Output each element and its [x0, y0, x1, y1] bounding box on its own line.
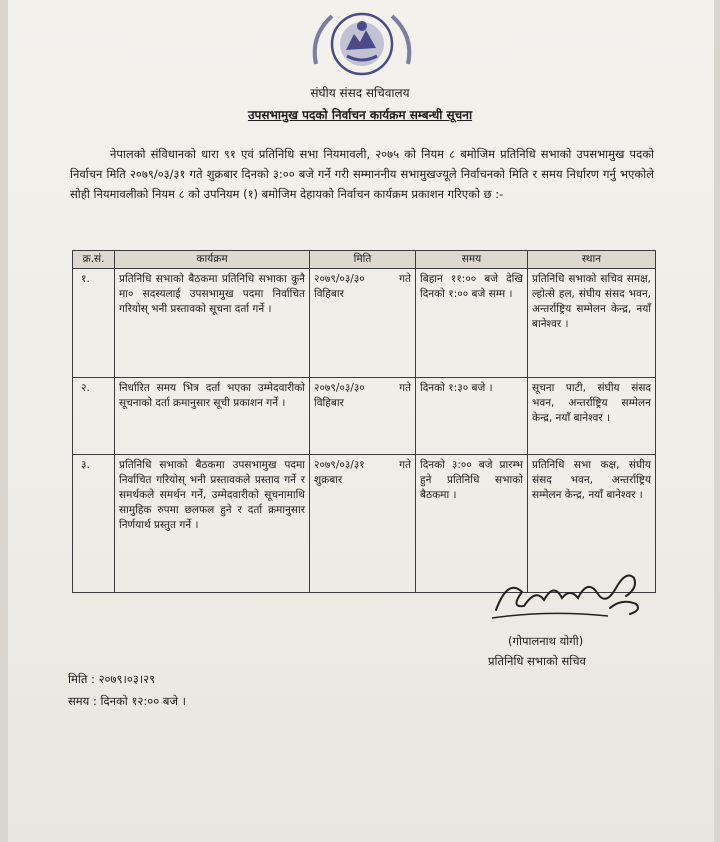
row-time: बिहान ११:०० बजे देखि दिनको १:०० बजे सम्म ।: [416, 269, 528, 378]
issue-time: समय : दिनको १२:०० बजे ।: [68, 694, 187, 708]
notice-subject: उपसभामुख पदको निर्वाचन कार्यक्रम सम्बन्धी सूचना: [247, 108, 473, 122]
signatory-name: (गोपालनाथ योगी): [508, 634, 584, 648]
row-time: दिनको ३:०० बजे प्रारम्भ हुने प्रतिनिधि सभाको बैठकमा ।: [416, 455, 528, 593]
row-sn: ३.: [73, 455, 115, 593]
col-header-time: समय: [416, 251, 528, 269]
signatory-title: प्रतिनिधि सभाको सचिव: [488, 654, 586, 668]
col-header-program: कार्यक्रम: [115, 251, 310, 269]
row-place: सूचना पाटी, संघीय संसद भवन, अन्तर्राष्ट्रिय सम्मेलन केन्द्र, नयाँ बानेश्वर ।: [528, 378, 656, 455]
row-program: निर्धारित समय भित्र दर्ता भएका उम्मेदवारीको सूचनाको दर्ता क्रमानुसार सूची प्रकाशन गर्ने ।: [115, 378, 310, 455]
office-name: संघीय संसद सचिवालय: [310, 86, 410, 100]
row-sn: १.: [73, 269, 115, 378]
row-sn: २.: [73, 378, 115, 455]
row-program: प्रतिनिधि सभाको बैठकमा प्रतिनिधि सभाका कुनै मा० सदस्यलाई उपसभामुख पदमा निर्वाचित गरियोस् भनी प्रस्तावको सूचना दर्ता गर्ने ।: [115, 269, 310, 378]
row-date: २०७९/०३/३१ गते शुक्रबार: [310, 455, 416, 593]
col-header-place: स्थान: [528, 251, 656, 269]
row-date: २०७९/०३/३० गते विहिबार: [310, 378, 416, 455]
table-row: [73, 378, 656, 455]
row-place: प्रतिनिधि सभा कक्ष, संघीय संसद भवन, अन्तर्राष्ट्रिय सम्मेलन केन्द्र, नयाँ बानेश्वर ।: [528, 455, 656, 593]
parliament-seal-icon: [302, 6, 422, 86]
issue-date: मिति : २०७९।०३।२९: [68, 672, 156, 686]
col-header-sn: क्र.सं.: [73, 251, 115, 269]
table-row: [73, 269, 656, 378]
row-time: दिनको १:३० बजे ।: [416, 378, 528, 455]
row-date: २०७९/०३/३० गते विहिबार: [310, 269, 416, 378]
row-place: प्रतिनिधि सभाको सचिव समक्ष, ल्होत्से हल, संघीय संसद भवन, अन्तर्राष्ट्रिय सम्मेलन केन्द्र, नयाँ बानेश्वर ।: [528, 269, 656, 378]
col-header-date: मिति: [310, 251, 416, 269]
row-program: प्रतिनिधि सभाको बैठकमा उपसभामुख पदमा निर्वाचित गरियोस् भनी प्रस्तावकले प्रस्ताव गर्ने र समर्थकले समर्थन गर्ने, उम्मेदवारीको सूचनामाथि सामुहिक रुपमा छलफल हुने र दर्ता क्रमानुसार निर्णयार्थ प्रस्तुत गर्ने ।: [115, 455, 310, 593]
election-program-table: [72, 250, 656, 593]
table-header-row: [73, 251, 656, 269]
notice-intro: नेपालको संविधानको धारा ९१ एवं प्रतिनिधि सभा नियमावली, २०७५ को नियम ८ बमोजिम प्रतिनिधि सभाको उपसभामुख पदको निर्वाचन मिति २०७९/०३/३१ गते शुक्रबार दिनको ३:०० बजे गर्ने गरी सम्माननीय सभामुखज्यूले निर्वाचनको मिति र समय निर्धारण गर्नु भएकोले सोही नियमावलीको नियम ८ को उपनियम (१) बमोजिम देहायको निर्वाचन कार्यक्रम प्रकाशन गरिएको छ :-: [70, 147, 654, 201]
signature: [488, 548, 658, 628]
